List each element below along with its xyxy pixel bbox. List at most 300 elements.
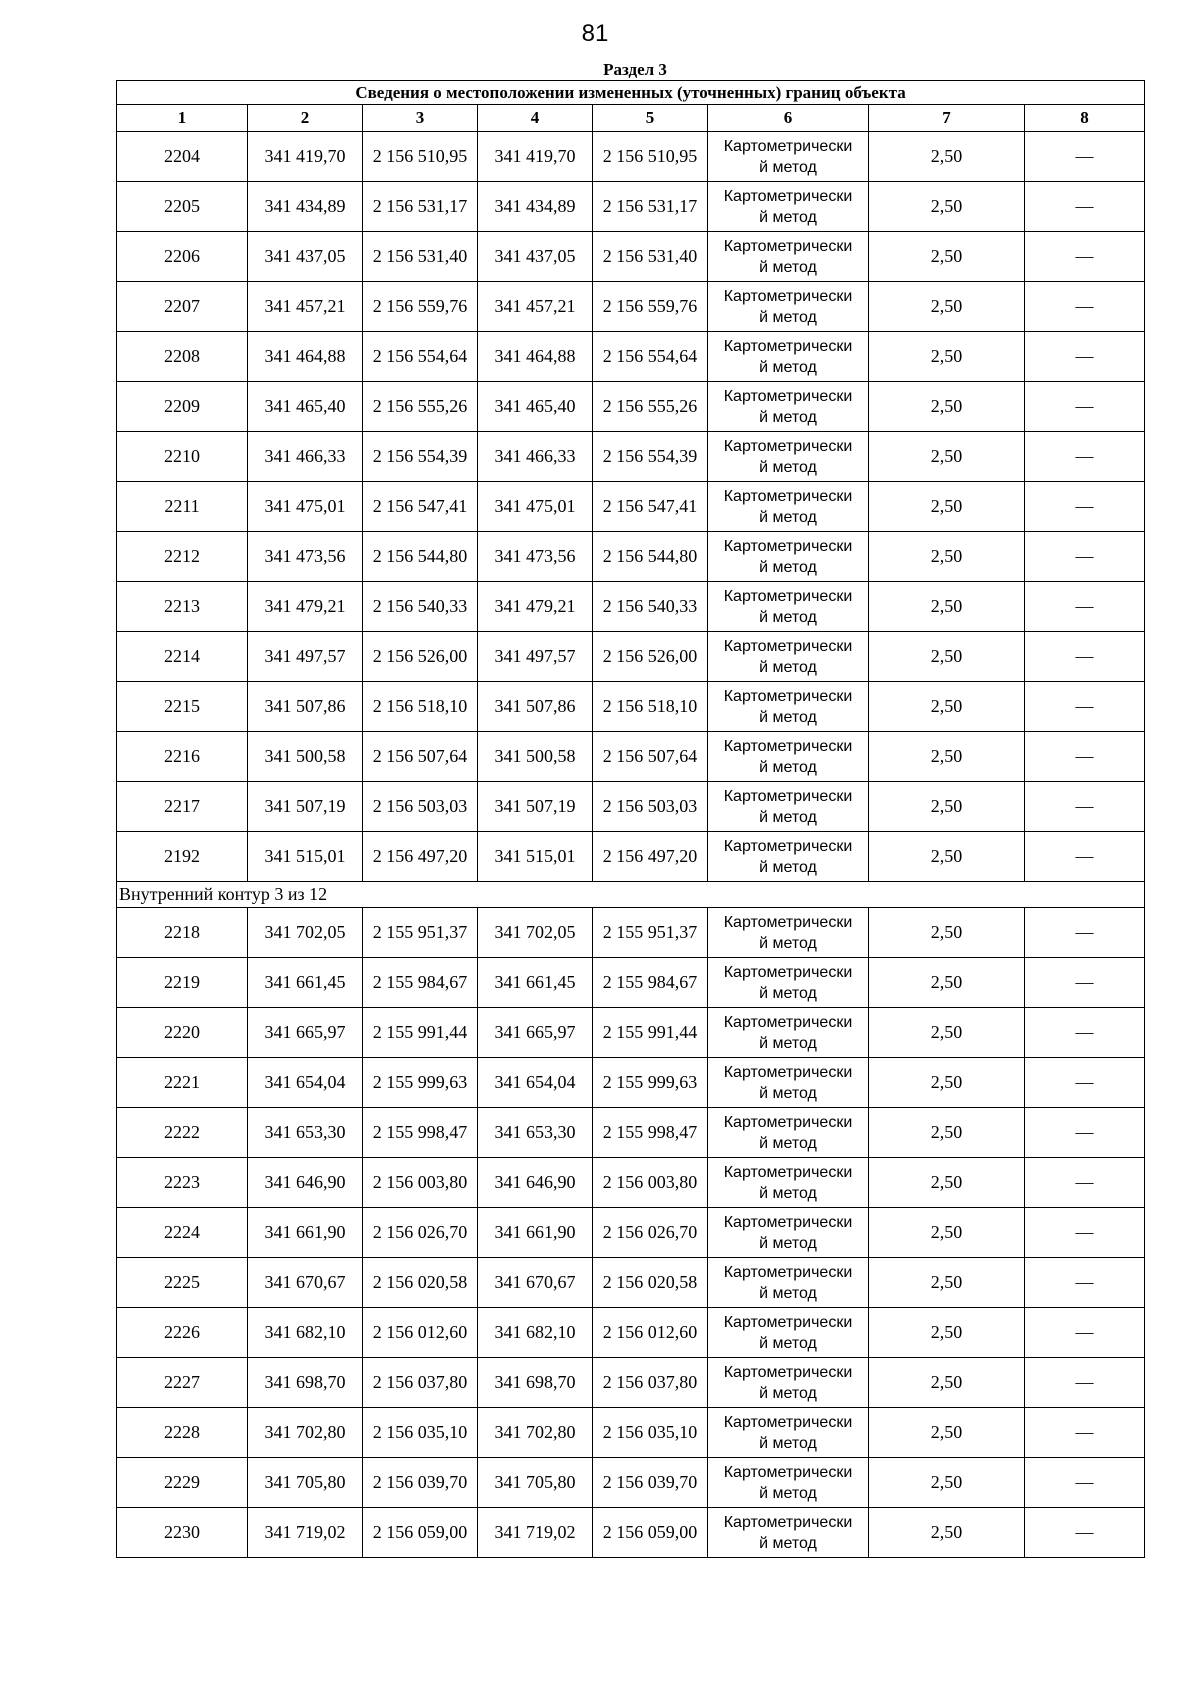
x-old-cell: 341 719,02 [248, 1508, 363, 1558]
y-old-cell: 2 156 540,33 [363, 582, 478, 632]
method-line-1: Картометрически [723, 963, 853, 981]
method-line-1: Картометрически [723, 487, 853, 505]
method-line-1: Картометрически [723, 1063, 853, 1081]
accuracy-cell: 2,50 [869, 1458, 1025, 1508]
description-cell: — [1025, 532, 1145, 582]
table-row [117, 1108, 1145, 1158]
table-row [117, 1008, 1145, 1058]
point-number-cell: 2214 [117, 632, 248, 682]
description-cell: — [1025, 182, 1145, 232]
inner-contour-rows [117, 908, 1145, 1558]
method-line-2: й метод [759, 458, 817, 476]
accuracy-cell: 2,50 [869, 1508, 1025, 1558]
method-cell [708, 232, 869, 282]
y-old-cell: 2 156 037,80 [363, 1358, 478, 1408]
contour-separator [117, 882, 1145, 908]
table-row [117, 732, 1145, 782]
point-number-cell: 2218 [117, 908, 248, 958]
y-new-cell: 2 156 507,64 [593, 732, 708, 782]
x-new-cell: 341 653,30 [478, 1108, 593, 1158]
accuracy-cell: 2,50 [869, 1108, 1025, 1158]
description-cell: — [1025, 1408, 1145, 1458]
method-line-1: Картометрически [723, 737, 853, 755]
y-new-cell: 2 155 998,47 [593, 1108, 708, 1158]
method-cell [708, 332, 869, 382]
description-cell: — [1025, 1308, 1145, 1358]
accuracy-cell: 2,50 [869, 432, 1025, 482]
description-cell: — [1025, 632, 1145, 682]
method-cell [708, 1258, 869, 1308]
accuracy-cell: 2,50 [869, 382, 1025, 432]
x-new-cell: 341 466,33 [478, 432, 593, 482]
method-cell [708, 1008, 869, 1058]
y-new-cell: 2 156 020,58 [593, 1258, 708, 1308]
y-new-cell: 2 156 555,26 [593, 382, 708, 432]
method-line-2: й метод [759, 208, 817, 226]
method-line-2: й метод [759, 1084, 817, 1102]
outer-contour-rows [117, 132, 1145, 882]
method-cell [708, 1508, 869, 1558]
table-row [117, 582, 1145, 632]
method-line-1: Картометрически [723, 437, 853, 455]
method-line-2: й метод [759, 608, 817, 626]
method-line-1: Картометрически [723, 337, 853, 355]
method-line-2: й метод [759, 708, 817, 726]
x-old-cell: 341 670,67 [248, 1258, 363, 1308]
method-line-2: й метод [759, 558, 817, 576]
x-old-cell: 341 507,86 [248, 682, 363, 732]
x-new-cell: 341 473,56 [478, 532, 593, 582]
x-new-cell: 341 479,21 [478, 582, 593, 632]
y-old-cell: 2 156 544,80 [363, 532, 478, 582]
point-number-cell: 2208 [117, 332, 248, 382]
table-row [117, 1458, 1145, 1508]
y-new-cell: 2 156 510,95 [593, 132, 708, 182]
y-new-cell: 2 156 554,39 [593, 432, 708, 482]
point-number-cell: 2192 [117, 832, 248, 882]
y-old-cell: 2 156 026,70 [363, 1208, 478, 1258]
method-line-1: Картометрически [723, 1463, 853, 1481]
description-cell: — [1025, 332, 1145, 382]
accuracy-cell: 2,50 [869, 1158, 1025, 1208]
table-row [117, 1258, 1145, 1308]
accuracy-cell: 2,50 [869, 582, 1025, 632]
method-line-1: Картометрически [723, 687, 853, 705]
x-new-cell: 341 464,88 [478, 332, 593, 382]
y-old-cell: 2 156 554,64 [363, 332, 478, 382]
method-line-1: Картометрически [723, 1013, 853, 1031]
table-row [117, 632, 1145, 682]
column-number: 3 [363, 105, 478, 132]
y-old-cell: 2 155 951,37 [363, 908, 478, 958]
y-old-cell: 2 156 526,00 [363, 632, 478, 682]
x-new-cell: 341 698,70 [478, 1358, 593, 1408]
y-old-cell: 2 156 510,95 [363, 132, 478, 182]
y-new-cell: 2 156 037,80 [593, 1358, 708, 1408]
y-old-cell: 2 156 531,17 [363, 182, 478, 232]
x-new-cell: 341 497,57 [478, 632, 593, 682]
x-new-cell: 341 500,58 [478, 732, 593, 782]
x-old-cell: 341 702,05 [248, 908, 363, 958]
x-new-cell: 341 434,89 [478, 182, 593, 232]
x-new-cell: 341 507,19 [478, 782, 593, 832]
accuracy-cell: 2,50 [869, 832, 1025, 882]
column-number: 7 [869, 105, 1025, 132]
y-new-cell: 2 156 559,76 [593, 282, 708, 332]
table-row [117, 182, 1145, 232]
description-cell: — [1025, 382, 1145, 432]
description-cell: — [1025, 1158, 1145, 1208]
x-old-cell: 341 507,19 [248, 782, 363, 832]
x-new-cell: 341 457,21 [478, 282, 593, 332]
description-cell: — [1025, 1108, 1145, 1158]
description-cell: — [1025, 1208, 1145, 1258]
x-old-cell: 341 661,90 [248, 1208, 363, 1258]
table-row [117, 332, 1145, 382]
description-cell: — [1025, 482, 1145, 532]
contour-label: Внутренний контур 3 из 12 [117, 882, 1145, 908]
y-new-cell: 2 156 526,00 [593, 632, 708, 682]
description-cell: — [1025, 1358, 1145, 1408]
point-number-cell: 2229 [117, 1458, 248, 1508]
y-new-cell: 2 156 035,10 [593, 1408, 708, 1458]
y-old-cell: 2 156 531,40 [363, 232, 478, 282]
x-new-cell: 341 705,80 [478, 1458, 593, 1508]
method-line-2: й метод [759, 308, 817, 326]
method-line-1: Картометрически [723, 1263, 853, 1281]
description-cell: — [1025, 1458, 1145, 1508]
accuracy-cell: 2,50 [869, 1008, 1025, 1058]
table-row [117, 232, 1145, 282]
y-old-cell: 2 156 012,60 [363, 1308, 478, 1358]
description-cell: — [1025, 1258, 1145, 1308]
method-line-2: й метод [759, 984, 817, 1002]
method-cell [708, 1208, 869, 1258]
y-new-cell: 2 156 544,80 [593, 532, 708, 582]
x-old-cell: 341 465,40 [248, 382, 363, 432]
method-line-1: Картометрически [723, 287, 853, 305]
method-line-2: й метод [759, 1384, 817, 1402]
description-cell: — [1025, 832, 1145, 882]
point-number-cell: 2209 [117, 382, 248, 432]
y-old-cell: 2 156 555,26 [363, 382, 478, 432]
x-old-cell: 341 419,70 [248, 132, 363, 182]
method-line-2: й метод [759, 808, 817, 826]
accuracy-cell: 2,50 [869, 682, 1025, 732]
y-new-cell: 2 156 518,10 [593, 682, 708, 732]
y-old-cell: 2 155 998,47 [363, 1108, 478, 1158]
point-number-cell: 2205 [117, 182, 248, 232]
x-new-cell: 341 665,97 [478, 1008, 593, 1058]
x-new-cell: 341 437,05 [478, 232, 593, 282]
x-old-cell: 341 665,97 [248, 1008, 363, 1058]
accuracy-cell: 2,50 [869, 1258, 1025, 1308]
x-new-cell: 341 682,10 [478, 1308, 593, 1358]
x-old-cell: 341 500,58 [248, 732, 363, 782]
y-old-cell: 2 156 559,76 [363, 282, 478, 332]
method-line-2: й метод [759, 508, 817, 526]
y-old-cell: 2 156 554,39 [363, 432, 478, 482]
point-number-cell: 2222 [117, 1108, 248, 1158]
table-row [117, 482, 1145, 532]
table-row [117, 1158, 1145, 1208]
description-cell: — [1025, 732, 1145, 782]
method-cell [708, 532, 869, 582]
x-old-cell: 341 437,05 [248, 232, 363, 282]
column-number: 4 [478, 105, 593, 132]
method-line-1: Картометрически [723, 587, 853, 605]
x-old-cell: 341 466,33 [248, 432, 363, 482]
x-old-cell: 341 479,21 [248, 582, 363, 632]
y-new-cell: 2 156 503,03 [593, 782, 708, 832]
description-cell: — [1025, 682, 1145, 732]
method-line-1: Картометрически [723, 637, 853, 655]
accuracy-cell: 2,50 [869, 232, 1025, 282]
method-line-1: Картометрически [723, 1363, 853, 1381]
description-cell: — [1025, 282, 1145, 332]
method-cell [708, 958, 869, 1008]
x-old-cell: 341 497,57 [248, 632, 363, 682]
point-number-cell: 2207 [117, 282, 248, 332]
y-new-cell: 2 156 497,20 [593, 832, 708, 882]
y-old-cell: 2 156 507,64 [363, 732, 478, 782]
method-cell [708, 182, 869, 232]
point-number-cell: 2223 [117, 1158, 248, 1208]
y-new-cell: 2 156 039,70 [593, 1458, 708, 1508]
accuracy-cell: 2,50 [869, 908, 1025, 958]
table-row [117, 532, 1145, 582]
x-new-cell: 341 670,67 [478, 1258, 593, 1308]
method-line-2: й метод [759, 858, 817, 876]
page-number: 81 [581, 20, 609, 47]
accuracy-cell: 2,50 [869, 1208, 1025, 1258]
method-line-2: й метод [759, 408, 817, 426]
accuracy-cell: 2,50 [869, 782, 1025, 832]
table-row [117, 958, 1145, 1008]
x-new-cell: 341 654,04 [478, 1058, 593, 1108]
point-number-cell: 2225 [117, 1258, 248, 1308]
table-row [117, 432, 1145, 482]
method-line-2: й метод [759, 158, 817, 176]
method-line-1: Картометрически [723, 537, 853, 555]
table-row [117, 132, 1145, 182]
y-new-cell: 2 156 026,70 [593, 1208, 708, 1258]
method-line-2: й метод [759, 1484, 817, 1502]
column-number: 6 [708, 105, 869, 132]
y-old-cell: 2 156 003,80 [363, 1158, 478, 1208]
point-number-cell: 2210 [117, 432, 248, 482]
point-number-cell: 2227 [117, 1358, 248, 1408]
method-cell [708, 1358, 869, 1408]
x-old-cell: 341 473,56 [248, 532, 363, 582]
table-row [117, 1208, 1145, 1258]
description-cell: — [1025, 1008, 1145, 1058]
column-number: 8 [1025, 105, 1145, 132]
x-new-cell: 341 702,80 [478, 1408, 593, 1458]
x-old-cell: 341 653,30 [248, 1108, 363, 1158]
x-new-cell: 341 465,40 [478, 382, 593, 432]
method-line-1: Картометрически [723, 1313, 853, 1331]
method-cell [708, 782, 869, 832]
method-cell [708, 632, 869, 682]
y-old-cell: 2 156 547,41 [363, 482, 478, 532]
method-cell [708, 682, 869, 732]
table-caption: Сведения о местоположении измененных (уточненных) границ объекта [117, 81, 1145, 105]
method-line-1: Картометрически [723, 1213, 853, 1231]
description-cell: — [1025, 432, 1145, 482]
table-row [117, 1058, 1145, 1108]
method-cell [708, 1058, 869, 1108]
y-new-cell: 2 156 003,80 [593, 1158, 708, 1208]
method-line-1: Картометрически [723, 1513, 853, 1531]
x-old-cell: 341 646,90 [248, 1158, 363, 1208]
method-line-1: Картометрически [723, 913, 853, 931]
point-number-cell: 2226 [117, 1308, 248, 1358]
x-new-cell: 341 646,90 [478, 1158, 593, 1208]
x-old-cell: 341 434,89 [248, 182, 363, 232]
method-cell [708, 1458, 869, 1508]
y-new-cell: 2 156 547,41 [593, 482, 708, 532]
point-number-cell: 2212 [117, 532, 248, 582]
accuracy-cell: 2,50 [869, 532, 1025, 582]
y-old-cell: 2 156 518,10 [363, 682, 478, 732]
column-number: 1 [117, 105, 248, 132]
accuracy-cell: 2,50 [869, 1308, 1025, 1358]
y-new-cell: 2 156 531,40 [593, 232, 708, 282]
method-line-2: й метод [759, 1334, 817, 1352]
method-line-1: Картометрически [723, 787, 853, 805]
method-line-2: й метод [759, 1434, 817, 1452]
method-line-2: й метод [759, 1184, 817, 1202]
accuracy-cell: 2,50 [869, 958, 1025, 1008]
method-cell [708, 382, 869, 432]
method-cell [708, 432, 869, 482]
point-number-cell: 2216 [117, 732, 248, 782]
x-new-cell: 341 419,70 [478, 132, 593, 182]
method-line-2: й метод [759, 1234, 817, 1252]
table-row [117, 1308, 1145, 1358]
method-line-2: й метод [759, 758, 817, 776]
table-row [117, 782, 1145, 832]
boundary-points-table [116, 80, 1145, 1558]
accuracy-cell: 2,50 [869, 482, 1025, 532]
y-old-cell: 2 156 035,10 [363, 1408, 478, 1458]
y-old-cell: 2 155 984,67 [363, 958, 478, 1008]
point-number-cell: 2204 [117, 132, 248, 182]
method-line-2: й метод [759, 1034, 817, 1052]
method-line-1: Картометрически [723, 187, 853, 205]
point-number-cell: 2219 [117, 958, 248, 1008]
point-number-cell: 2228 [117, 1408, 248, 1458]
accuracy-cell: 2,50 [869, 332, 1025, 382]
x-new-cell: 341 702,05 [478, 908, 593, 958]
method-line-1: Картометрически [723, 387, 853, 405]
x-new-cell: 341 515,01 [478, 832, 593, 882]
description-cell: — [1025, 582, 1145, 632]
y-new-cell: 2 155 951,37 [593, 908, 708, 958]
method-cell [708, 1158, 869, 1208]
x-old-cell: 341 705,80 [248, 1458, 363, 1508]
method-cell [708, 1108, 869, 1158]
method-line-2: й метод [759, 1284, 817, 1302]
x-old-cell: 341 457,21 [248, 282, 363, 332]
accuracy-cell: 2,50 [869, 732, 1025, 782]
point-number-cell: 2215 [117, 682, 248, 732]
method-line-2: й метод [759, 1534, 817, 1552]
method-line-2: й метод [759, 258, 817, 276]
x-old-cell: 341 464,88 [248, 332, 363, 382]
x-old-cell: 341 654,04 [248, 1058, 363, 1108]
x-new-cell: 341 507,86 [478, 682, 593, 732]
description-cell: — [1025, 132, 1145, 182]
y-new-cell: 2 156 540,33 [593, 582, 708, 632]
y-old-cell: 2 156 039,70 [363, 1458, 478, 1508]
method-cell [708, 732, 869, 782]
x-old-cell: 341 661,45 [248, 958, 363, 1008]
y-new-cell: 2 156 554,64 [593, 332, 708, 382]
table-row [117, 1508, 1145, 1558]
y-new-cell: 2 155 999,63 [593, 1058, 708, 1108]
method-cell [708, 832, 869, 882]
x-new-cell: 341 661,45 [478, 958, 593, 1008]
x-new-cell: 341 661,90 [478, 1208, 593, 1258]
y-old-cell: 2 156 497,20 [363, 832, 478, 882]
method-line-1: Картометрически [723, 837, 853, 855]
method-cell [708, 582, 869, 632]
method-line-1: Картометрически [723, 1113, 853, 1131]
section-title: Раздел 3 [603, 60, 667, 79]
method-cell [708, 908, 869, 958]
point-number-cell: 2217 [117, 782, 248, 832]
table-row [117, 832, 1145, 882]
method-cell [708, 132, 869, 182]
description-cell: — [1025, 1508, 1145, 1558]
y-new-cell: 2 156 012,60 [593, 1308, 708, 1358]
description-cell: — [1025, 232, 1145, 282]
y-new-cell: 2 155 984,67 [593, 958, 708, 1008]
point-number-cell: 2211 [117, 482, 248, 532]
y-old-cell: 2 155 991,44 [363, 1008, 478, 1058]
table-row [117, 908, 1145, 958]
method-line-1: Картометрически [723, 1413, 853, 1431]
method-cell [708, 282, 869, 332]
method-line-2: й метод [759, 934, 817, 952]
accuracy-cell: 2,50 [869, 282, 1025, 332]
y-old-cell: 2 156 020,58 [363, 1258, 478, 1308]
method-line-2: й метод [759, 658, 817, 676]
column-number: 2 [248, 105, 363, 132]
method-cell [708, 1408, 869, 1458]
method-cell [708, 482, 869, 532]
y-old-cell: 2 155 999,63 [363, 1058, 478, 1108]
table-row [117, 382, 1145, 432]
column-numbers-row [117, 105, 1145, 132]
method-line-2: й метод [759, 358, 817, 376]
table-row [117, 1358, 1145, 1408]
accuracy-cell: 2,50 [869, 1058, 1025, 1108]
method-line-2: й метод [759, 1134, 817, 1152]
x-old-cell: 341 702,80 [248, 1408, 363, 1458]
point-number-cell: 2220 [117, 1008, 248, 1058]
y-old-cell: 2 156 059,00 [363, 1508, 478, 1558]
accuracy-cell: 2,50 [869, 1358, 1025, 1408]
y-old-cell: 2 156 503,03 [363, 782, 478, 832]
x-new-cell: 341 719,02 [478, 1508, 593, 1558]
accuracy-cell: 2,50 [869, 632, 1025, 682]
table-row [117, 682, 1145, 732]
accuracy-cell: 2,50 [869, 1408, 1025, 1458]
y-new-cell: 2 156 531,17 [593, 182, 708, 232]
